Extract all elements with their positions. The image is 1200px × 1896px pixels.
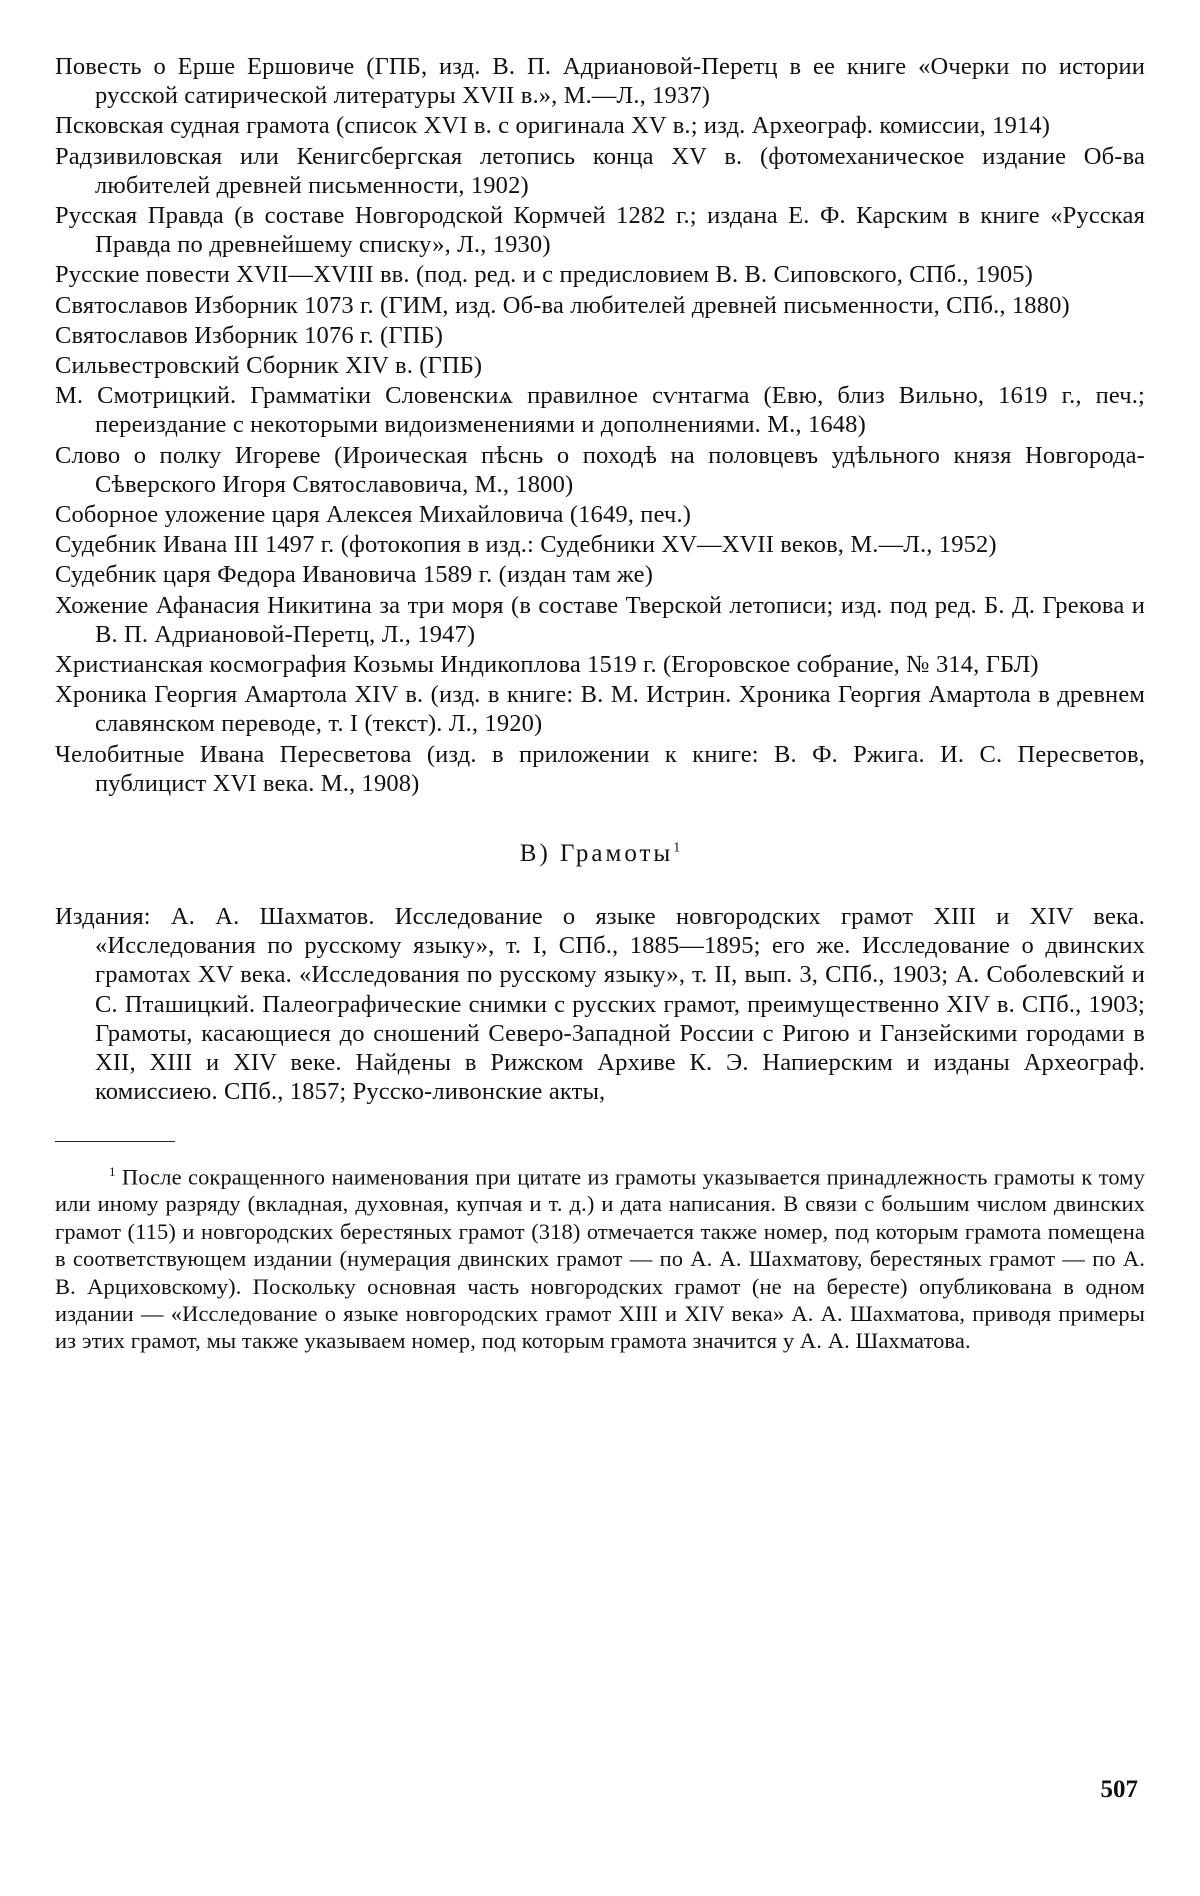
source-entry: Русские повести XVII—XVIII вв. (под. ред. и с предисловием В. В. Сиповского, СПб., 1905) <box>55 261 1033 289</box>
source-entry: Слово о полку Игореве (Ироическая пѣснь о походѣ на половцевъ удѣльного князя Новгорода-Сѣверского Игоря Святославовича, М., 1800) <box>55 441 1145 498</box>
footnote <box>55 1158 1145 1355</box>
source-entry: М. Смотрицкий. Грамматіки Словенскиѧ правилное сѵнтагма (Евю, близ Вильно, 1619 г., печ.; переиздание с некоторыми видоизменениями и дополнениями. М., 1648) <box>55 382 1145 439</box>
source-entry: Сильвестровский Сборник XIV в. (ГПБ) <box>55 352 483 380</box>
page-number: 507 <box>1100 1776 1138 1803</box>
footnote-divider <box>55 1141 175 1142</box>
source-entry: Святославов Изборник 1076 г. (ГПБ) <box>55 321 444 349</box>
section-heading <box>55 840 1145 868</box>
section-heading-text: В) Грамоты <box>519 840 674 868</box>
source-entry: Хожение Афанасия Никитина за три моря (в составе Тверской летописи; изд. под ред. Б. Д. Грекова и В. П. Адриановой-Перетц, Л., 1947) <box>55 591 1145 648</box>
footnote-text: После сокращенного наименования при цитате из грамоты указывается принадлежность грамоты к тому или иному разряду (вкладная, духовная, купчая и т. д.) и дата написания. В связи с большим числом двинских грамот (115) и новгородских берестяных грамот (318) отмечается также номер, под которым грамота помещена в соответствующем издании (нумерация двинских грамот — по А. А. Шахматову, берестяных грамот — по А. В. Арциховскому). Поскольку основная часть новгородских грамот (не на бересте) опубликована в одном издании — «Исследование о языке новгородских грамот XIII и XIV века» А. А. Шахматова, приводя примеры из этих грамот, мы также указываем номер, под которым грамота значится у А. А. Шахматова. <box>55 1164 1145 1354</box>
source-entry: Христианская космография Козьмы Индикоплова 1519 г. (Егоровское собрание, № 314, ГБЛ) <box>55 651 1039 679</box>
source-entry: Судебник Ивана III 1497 г. (фотокопия в изд.: Судебники XV—XVII веков, М.—Л., 1952) <box>55 531 997 559</box>
source-entry: Радзивиловская или Кенигсбергская летопись конца XV в. (фотомеханическое издание Об-ва любителей древней письменности, 1902) <box>55 142 1145 199</box>
footnote-reference: 1 <box>673 840 681 856</box>
footnote-marker: 1 <box>109 1163 116 1179</box>
source-entry: Судебник царя Федора Ивановича 1589 г. (издан там же) <box>55 561 654 589</box>
source-entry: Челобитные Ивана Пересветова (изд. в приложении к книге: В. Ф. Ржига. И. С. Пересветов, публицист XVI века. М., 1908) <box>55 740 1145 797</box>
source-entry: Хроника Георгия Амартола XIV в. (изд. в книге: В. М. Истрин. Хроника Георгия Амартола в древнем славянском переводе, т. I (текст). Л., 1920) <box>55 681 1145 738</box>
editions-paragraph: Издания: А. А. Шахматов. Исследование о языке новгородских грамот XIII и XIV века. «Исследования по русскому языку», т. I, СПб., 1885—1895; его же. Исследование о двинских грамотах XV века. «Исследования по русскому языку», т. II, вып. 3, СПб., 1903; А. Соболевский и С. Пташицкий. Палеографические снимки с русских грамот, преимущественно XIV в. СПб., 1903; Грамоты, касающиеся до сношений Северо-Западной России с Ригою и Ганзейскими городами в XII, XIII и XIV веке. Найдены в Рижском Архиве К. Э. Напиерским и изданы Археограф. комиссиею. СПб., 1857; Русско-ливонские акты, <box>55 903 1145 1106</box>
source-entry: Повесть о Ерше Ершовиче (ГПБ, изд. В. П. Адриановой-Перетц в ее книге «Очерки по истории русской сатирической литературы XVII в.», М.—Л., 1937) <box>55 53 1145 110</box>
source-entry: Русская Правда (в составе Новгородской Кормчей 1282 г.; издана Е. Ф. Карским в книге «Русская Правда по древнейшему списку», Л., 1930) <box>55 202 1145 259</box>
source-list <box>55 52 1145 798</box>
source-entry: Святославов Изборник 1073 г. (ГИМ, изд. Об-ва любителей древней письменности, СПб., 1880) <box>55 291 1070 319</box>
document-page <box>55 52 1145 1355</box>
source-entry: Соборное уложение царя Алексея Михайловича (1649, печ.) <box>55 501 692 529</box>
source-entry: Псковская судная грамота (список XVI в. с оригинала XV в.; изд. Археограф. комиссии, 1914) <box>55 112 1051 140</box>
